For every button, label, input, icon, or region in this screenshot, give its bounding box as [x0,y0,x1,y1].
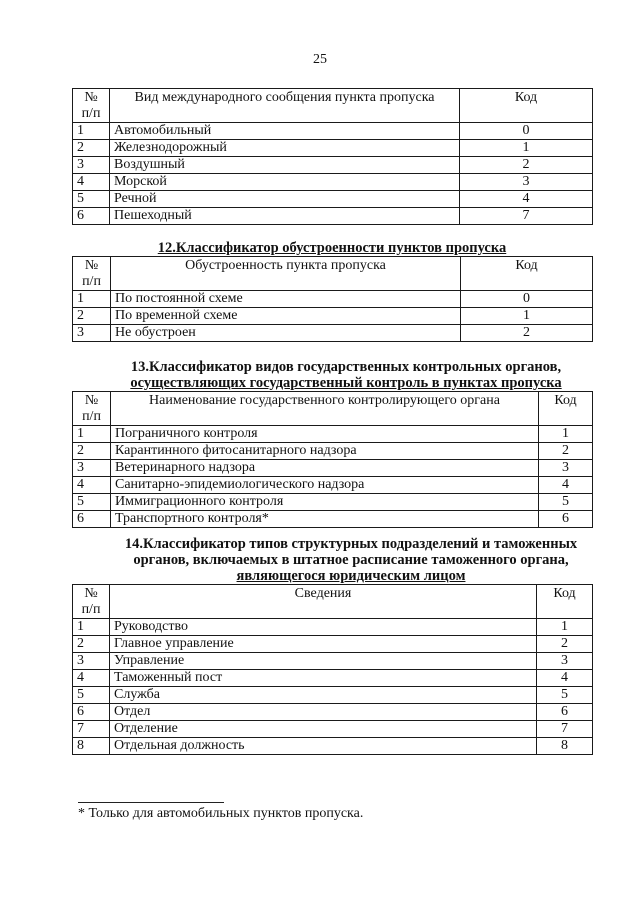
row-code: 5 [537,687,593,704]
row-name: Таможенный пост [110,670,537,687]
row-number: 1 [73,291,111,308]
table-header-row [73,89,593,123]
section-title-line: 13.Классификатор видов государственных контрольных органов, [130,359,562,375]
row-code: 0 [460,123,593,140]
table-checkpoint-construction [72,256,593,342]
page-number: 25 [313,52,327,67]
row-name: Железнодорожный [110,140,460,157]
section-title-line: осуществляющих государственный контроль в пунктах пропуска [130,375,562,391]
table-row [73,511,593,528]
header-name: Вид международного сообщения пункта пропуска [110,89,460,123]
table-row [73,291,593,308]
header-code: Код [539,392,593,426]
footnote: * Только для автомобильных пунктов пропуска. [78,806,364,821]
row-name: Пограничного контроля [111,426,539,443]
row-number: 2 [73,140,110,157]
row-name: Пешеходный [110,208,460,225]
row-number: 1 [73,123,110,140]
table-row [73,140,593,157]
row-number: 5 [73,191,110,208]
row-number: 2 [73,443,111,460]
row-name: По постоянной схеме [111,291,461,308]
header-code: Код [461,257,593,291]
table-row [73,123,593,140]
row-number: 3 [73,460,111,477]
row-name: Отдел [110,704,537,721]
table-row [73,208,593,225]
table-row [73,157,593,174]
table-header-row [73,392,593,426]
section-title-13 [100,359,592,391]
row-number: 6 [73,704,110,721]
table-row [73,738,593,755]
header-num: № п/п [73,89,110,123]
table-row [73,308,593,325]
row-name: Речной [110,191,460,208]
row-number: 6 [73,511,111,528]
section-title-line: 14.Классификатор типов структурных подразделений и таможенных [124,536,578,552]
row-code: 4 [539,477,593,494]
section-title-12 [72,240,592,256]
row-number: 7 [73,721,110,738]
row-number: 4 [73,174,110,191]
header-name: Сведения [110,585,537,619]
row-name: Воздушный [110,157,460,174]
row-name: По временной схеме [111,308,461,325]
row-number: 3 [73,653,110,670]
row-code: 1 [537,619,593,636]
table-row [73,460,593,477]
row-code: 3 [460,174,593,191]
row-number: 1 [73,619,110,636]
header-code: Код [537,585,593,619]
table-row [73,619,593,636]
table-international-traffic-type [72,88,593,225]
table-row [73,653,593,670]
row-code: 2 [461,325,593,342]
header-code: Код [460,89,593,123]
row-code: 1 [539,426,593,443]
row-name: Управление [110,653,537,670]
row-name: Автомобильный [110,123,460,140]
row-name: Иммиграционного контроля [111,494,539,511]
header-name: Обустроенность пункта пропуска [111,257,461,291]
row-code: 8 [537,738,593,755]
row-code: 4 [460,191,593,208]
row-code: 1 [461,308,593,325]
table-structural-units [72,584,593,755]
table-header-row [73,257,593,291]
row-number: 8 [73,738,110,755]
row-code: 3 [537,653,593,670]
table-row [73,325,593,342]
row-code: 3 [539,460,593,477]
row-code: 7 [460,208,593,225]
row-number: 2 [73,308,111,325]
header-num: № п/п [73,392,111,426]
table-row [73,174,593,191]
row-number: 5 [73,687,110,704]
row-name: Служба [110,687,537,704]
row-number: 6 [73,208,110,225]
row-name: Не обустроен [111,325,461,342]
row-name: Транспортного контроля* [111,511,539,528]
table-row [73,191,593,208]
section-title-14 [110,536,592,584]
row-code: 6 [537,704,593,721]
header-num: № п/п [73,585,110,619]
table-header-row [73,585,593,619]
row-code: 2 [539,443,593,460]
table-row [73,670,593,687]
footnote-divider [78,802,224,803]
row-code: 6 [539,511,593,528]
row-number: 5 [73,494,111,511]
row-number: 1 [73,426,111,443]
section-title-line: 12.Классификатор обустроенности пунктов пропуска [157,240,507,256]
row-code: 2 [537,636,593,653]
table-row [73,636,593,653]
row-name: Ветеринарного надзора [111,460,539,477]
row-number: 3 [73,325,111,342]
row-name: Руководство [110,619,537,636]
table-control-authorities [72,391,593,528]
row-code: 1 [460,140,593,157]
header-num: № п/п [73,257,111,291]
row-name: Морской [110,174,460,191]
row-name: Главное управление [110,636,537,653]
row-code: 4 [537,670,593,687]
row-name: Санитарно-эпидемиологического надзора [111,477,539,494]
row-name: Отдельная должность [110,738,537,755]
row-number: 4 [73,477,111,494]
section-title-line: являющегося юридическим лицом [236,568,466,584]
row-code: 5 [539,494,593,511]
row-number: 3 [73,157,110,174]
table-row [73,721,593,738]
table-row [73,494,593,511]
table-row [73,477,593,494]
row-number: 4 [73,670,110,687]
table-row [73,426,593,443]
table-row [73,687,593,704]
row-code: 7 [537,721,593,738]
row-name: Отделение [110,721,537,738]
row-code: 2 [460,157,593,174]
row-number: 2 [73,636,110,653]
row-code: 0 [461,291,593,308]
header-name: Наименование государственного контролирующего органа [111,392,539,426]
section-title-line: органов, включаемых в штатное расписание таможенного органа, [133,552,569,568]
table-row [73,443,593,460]
table-row [73,704,593,721]
row-name: Карантинного фитосанитарного надзора [111,443,539,460]
